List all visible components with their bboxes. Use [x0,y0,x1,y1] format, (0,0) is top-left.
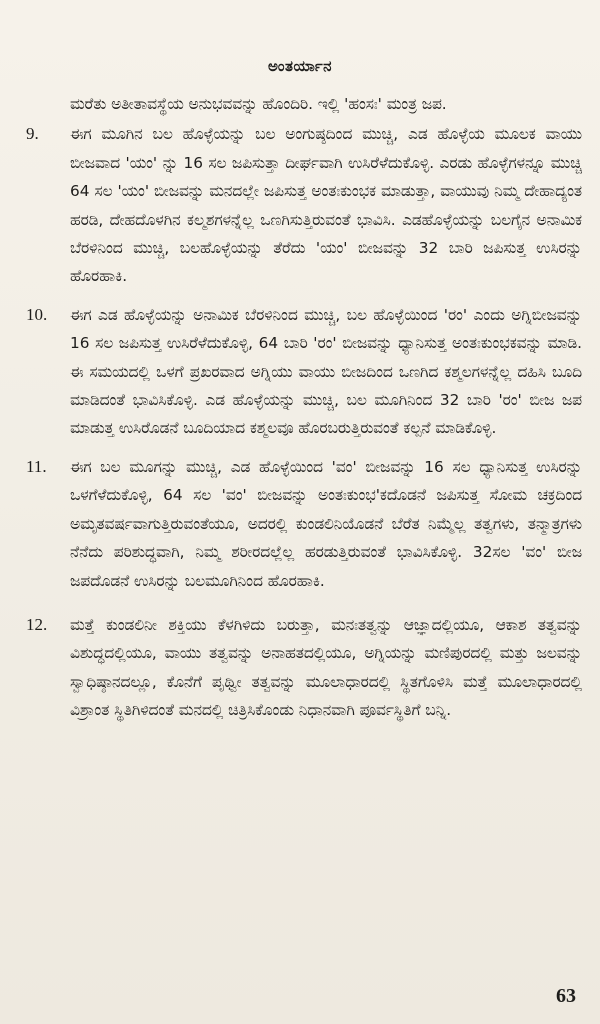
list-item-12 [26,611,582,725]
item-number: 10. [26,304,48,324]
list-item-11 [26,453,582,595]
item-text: ಈಗ ಬಲ ಮೂಗನ್ನು ಮುಚ್ಚಿ, ಎಡ ಹೊಳ್ಳೆಯಿಂದ 'ವಂ' ಬೀಜವನ್ನು 16 ಸಲ ಧ್ಯಾನಿಸುತ್ತ ಉಸಿರನ್ನು ಒಳಗೆಳೆದುಕೊಳ್ಳಿ, 64 ಸಲ 'ವಂ' ಬೀಜವನ್ನು ಅಂತಃಕುಂಭ'ಕದೊಡನೆ ಜಪಿಸುತ್ತ ಸೋಮ ಚಕ್ರದಿಂದ ಅಮೃತವರ್ಷವಾಗುತ್ತಿರುವಂತೆಯೂ, ಅದರಲ್ಲಿ ಕುಂಡಲಿನಿಯೊಡನೆ ಬೆರೆತ ನಿಮ್ಮೆಲ್ಲ ತತ್ವಗಳು, ತನ್ಮಾತ್ರಗಳು ನೆನೆದು ಪರಿಶುದ್ಧವಾಗಿ, ನಿಮ್ಮ ಶರೀರದಲ್ಲೆಲ್ಲ ಹರಡುತ್ತಿರುವಂತೆ ಭಾವಿಸಿಕೊಳ್ಳಿ. 32ಸಲ 'ವಂ' ಬೀಜ ಜಪದೊಡನೆ ಉಸಿರನ್ನು ಬಲಮೂಗಿನಿಂದ ಹೊರಹಾಕಿ. [70,457,582,590]
continued-paragraph: ಮರೆತು ಅತೀತಾವಸ್ಥೆಯ ಅನುಭವವನ್ನು ಹೊಂದಿರಿ. ಇಲ್ಲಿ 'ಹಂಸಃ' ಮಂತ್ರ ಜಪ. [70,95,447,113]
list-item-10 [26,301,582,443]
item-text: ಈಗ ಮೂಗಿನ ಬಲ ಹೊಳ್ಳೆಯನ್ನು ಬಲ ಅಂಗುಷ್ಠದಿಂದ ಮುಚ್ಚಿ, ಎಡ ಹೊಳ್ಳೆಯ ಮೂಲಕ ವಾಯು ಬೀಜವಾದ 'ಯಂ' ನ್ನು 16 ಸಲ ಜಪಿಸುತ್ತಾ ದೀರ್ಘವಾಗಿ ಉಸಿರೆಳೆದುಕೊಳ್ಳಿ. ಎರಡು ಹೊಳ್ಳೆಗಳನ್ನೂ ಮುಚ್ಚಿ 64 ಸಲ 'ಯಂ' ಬೀಜವನ್ನು ಮನದಲ್ಲೇ ಜಪಿಸುತ್ತ ಅಂತಃಕುಂಭಕ ಮಾಡುತ್ತಾ, ವಾಯುವು ನಿಮ್ಮ ದೇಹಾದ್ಯಂತ ಹರಡಿ, ದೇಹದೊಳಗಿನ ಕಲ್ಮಶಗಳನ್ನೆಲ್ಲ ಒಣಗಿಸುತ್ತಿರುವಂತೆ ಭಾವಿಸಿ. ಎಡಹೊಳ್ಳೆಯನ್ನು ಬಲಗೈನ ಅನಾಮಿಕ ಬೆರಳಿನಿಂದ ಮುಚ್ಚಿ, ಬಲಹೊಳ್ಳೆಯನ್ನು ತೆರೆದು 'ಯಂ' ಬೀಜವನ್ನು 32 ಬಾರಿ ಜಪಿಸುತ್ತ ಉಸಿರನ್ನು ಹೊರಹಾಕಿ. [70,125,582,286]
running-header: ಅಂತರ್ಯಾನ [268,57,332,75]
item-number: 11. [26,456,47,476]
item-number: 9. [26,124,39,144]
page-body [26,90,582,725]
list-item-9 [26,120,582,290]
page-number: 63 [556,985,576,1007]
item-text: ಮತ್ತೆ ಕುಂಡಲಿನೀ ಶಕ್ತಿಯು ಕೆಳಗಿಳಿದು ಬರುತ್ತಾ, ಮನಃತತ್ವನ್ನು ಆಜ್ಞಾದಲ್ಲಿಯೂ, ಆಕಾಶ ತತ್ವವನ್ನು ವಿಶುದ್ಧದಲ್ಲಿಯೂ, ವಾಯು ತತ್ವವನ್ನು ಅನಾಹತದಲ್ಲಿಯೂ, ಅಗ್ನಿಯನ್ನು ಮಣಿಪುರದಲ್ಲಿ ಮತ್ತು ಜಲವನ್ನು ಸ್ವಾಧಿಷ್ಠಾನದಲ್ಲೂ, ಕೊನೆಗೆ ಪೃಥ್ವೀ ತತ್ವವನ್ನು ಮೂಲಾಧಾರದಲ್ಲಿ ಸ್ಥಿತಗೊಳಿಸಿ ಮತ್ತೆ ಮೂಲಾಧಾರದಲ್ಲಿ ವಿಶ್ರಾಂತ ಸ್ಥಿತಿಗಿಳಿದಂತೆ ಮನದಲ್ಲಿ ಚಿತ್ರಿಸಿಕೊಂಡು ನಿಧಾನವಾಗಿ ಪೂರ್ವಸ್ಥಿತಿಗೆ ಬನ್ನಿ. [70,615,582,720]
item-number: 12. [26,614,48,634]
item-text: ಈಗ ಎಡ ಹೊಳ್ಳೆಯನ್ನು ಅನಾಮಿಕ ಬೆರಳಿನಿಂದ ಮುಚ್ಚಿ, ಬಲ ಹೊಳ್ಳೆಯಿಂದ 'ರಂ' ಎಂದು ಅಗ್ನಿಬೀಜವನ್ನು 16 ಸಲ ಜಪಿಸುತ್ತ ಉಸಿರೆಳೆದುಕೊಳ್ಳಿ, 64 ಬಾರಿ 'ರಂ' ಬೀಜವನ್ನು ಧ್ಯಾನಿಸುತ್ತ ಅಂತಃಕುಂಭಕವನ್ನು ಮಾಡಿ. ಈ ಸಮಯದಲ್ಲಿ ಒಳಗೆ ಪ್ರಖರವಾದ ಅಗ್ನಿಯು ವಾಯು ಬೀಜದಿಂದ ಒಣಗಿದ ಕಶ್ಮಲಗಳನ್ನೆಲ್ಲ ದಹಿಸಿ ಬೂದಿ ಮಾಡಿದಂತೆ ಭಾವಿಸಿಕೊಳ್ಳಿ. ಎಡ ಹೊಳ್ಳೆಯನ್ನು ಮುಚ್ಚಿ, ಬಲ ಮೂಗಿನಿಂದ 32 ಬಾರಿ 'ರಂ' ಬೀಜ ಜಪ ಮಾಡುತ್ತ ಉಸಿರೊಡನೆ ಬೂದಿಯಾದ ಕಶ್ಮಲವೂ ಹೊರಬರುತ್ತಿರುವಂತೆ ಕಲ್ಪನೆ ಮಾಡಿಕೊಳ್ಳಿ. [70,305,582,438]
